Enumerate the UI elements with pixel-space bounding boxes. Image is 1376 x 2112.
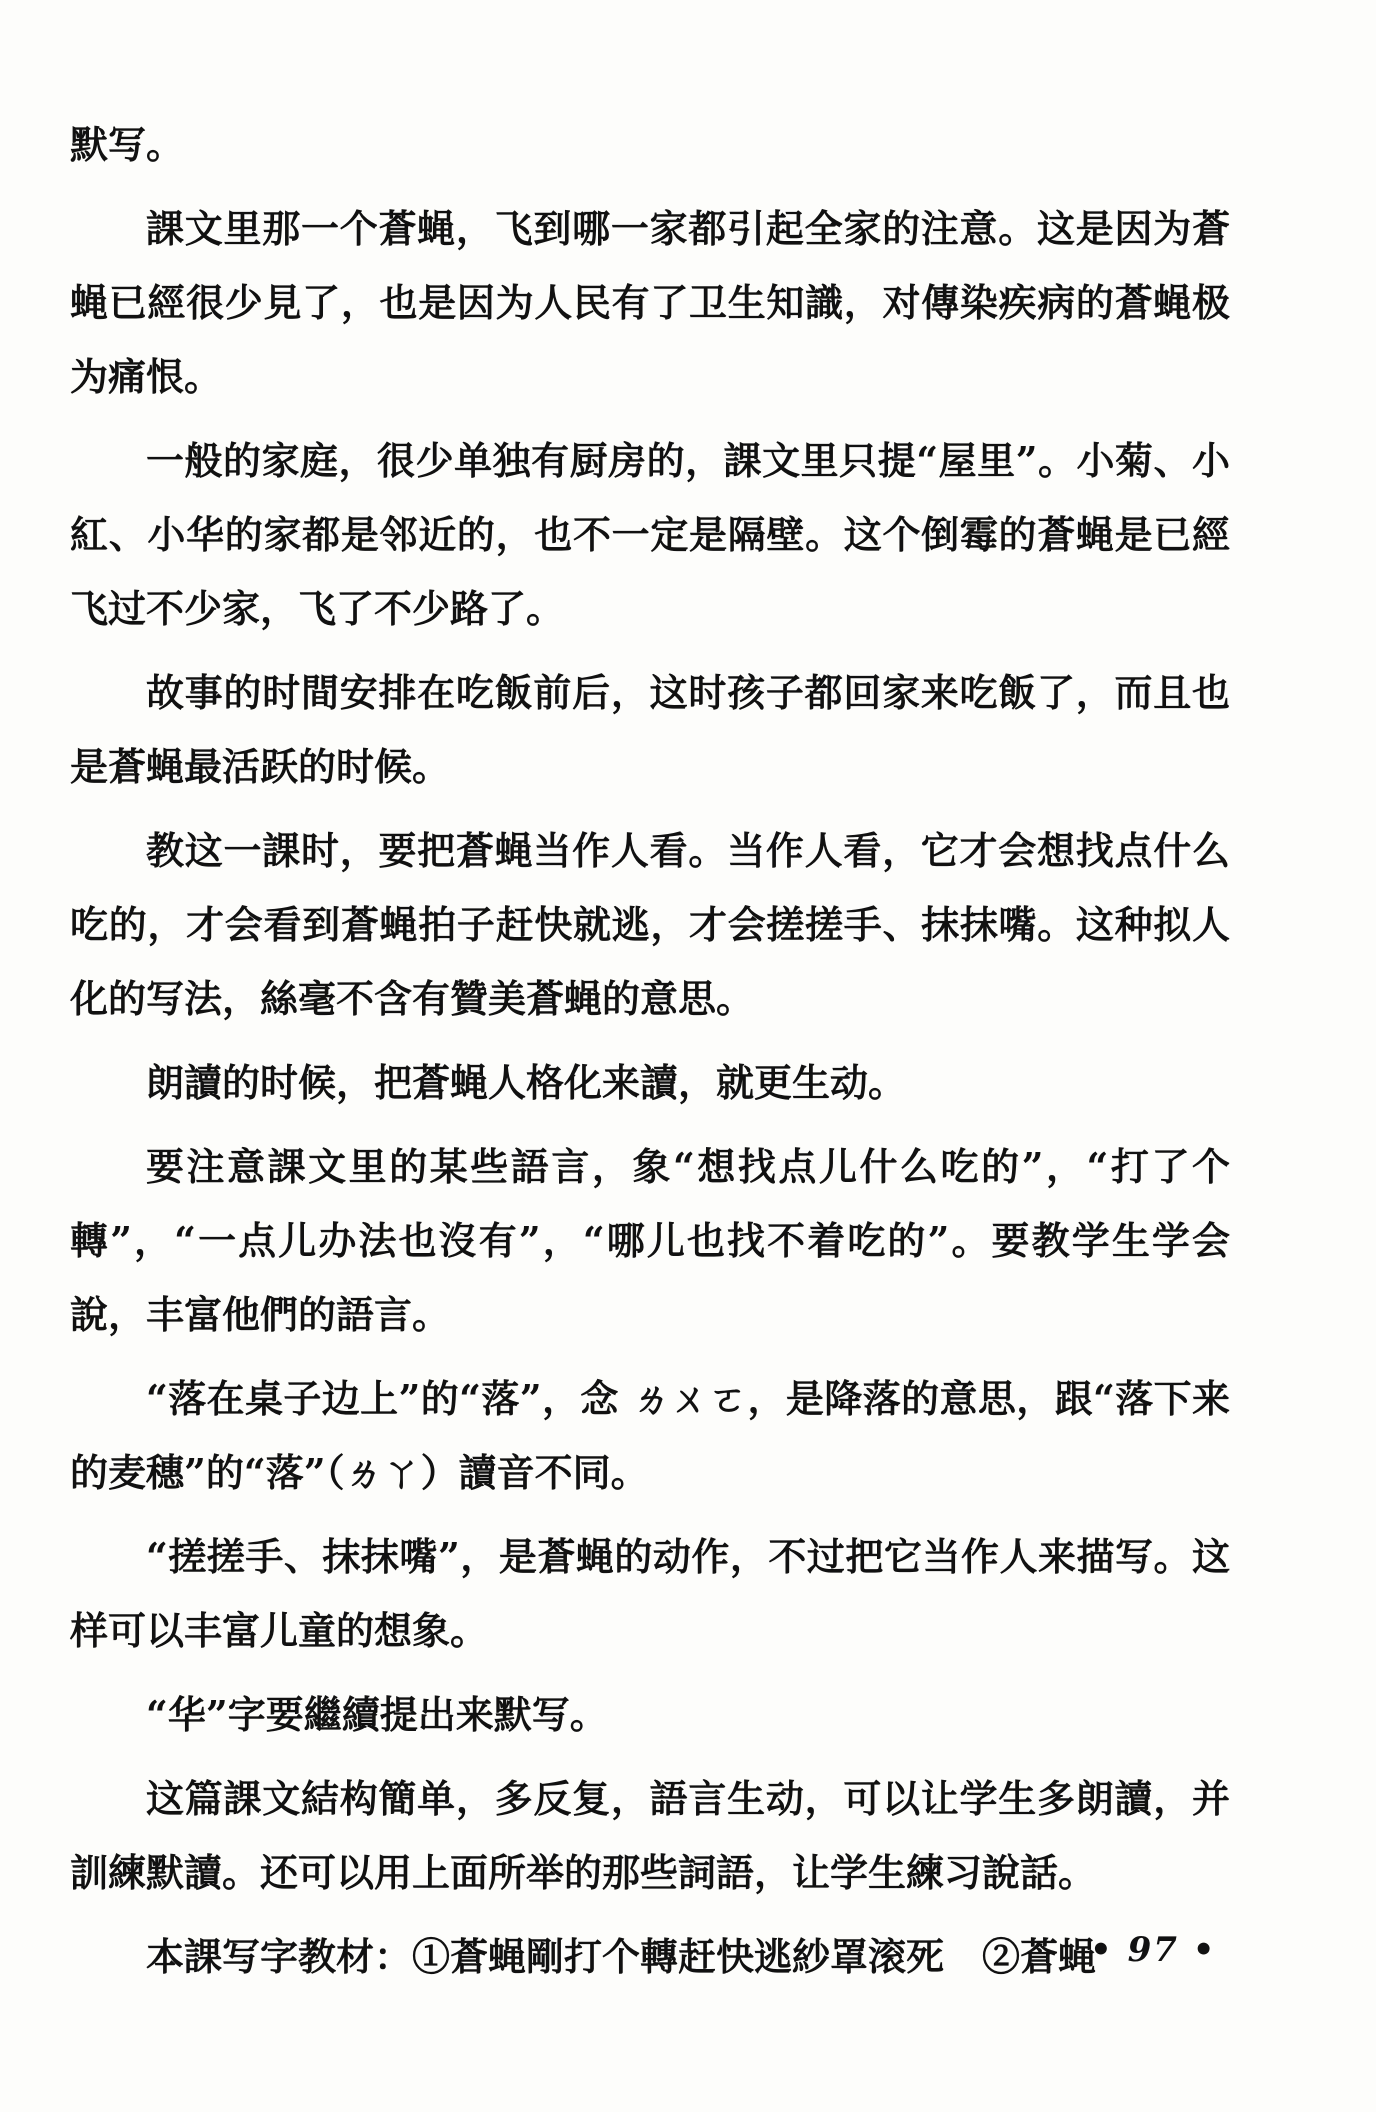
paragraph: 故事的时間安排在吃飯前后，这时孩子都回家来吃飯了，而且也是蒼蝇最活跃的时候。 xyxy=(70,670,1230,789)
paragraph-continuation: 默写。 xyxy=(70,122,185,167)
page-number: • 97 • xyxy=(1090,1930,1217,1970)
paragraph: 課文里那一个蒼蝇，飞到哪一家都引起全家的注意。这是因为蒼蝇已經很少見了，也是因为人民有了卫生知識，对傳染疾病的蒼蝇极为痛恨。 xyxy=(70,206,1230,399)
paragraph: 这篇課文結构簡单，多反复，語言生动，可以让学生多朗讀，并訓練默讀。还可以用上面所举的那些詞語，让学生練习說話。 xyxy=(70,1776,1230,1895)
paragraph: 教这一課时，要把蒼蝇当作人看。当作人看，它才会想找点什么吃的，才会看到蒼蝇拍子赶快就逃，才会搓搓手、抹抹嘴。这种拟人化的写法，絲毫不含有贊美蒼蝇的意思。 xyxy=(70,828,1230,1021)
paragraph: 朗讀的时候，把蒼蝇人格化来讀，就更生动。 xyxy=(146,1060,907,1105)
paragraph: 要注意課文里的某些語言，象“想找点儿什么吃的”，“打了个轉”，“一点儿办法也沒有”，“哪儿也找不着吃的”。要教学生学会說，丰富他們的語言。 xyxy=(70,1144,1230,1337)
paragraph: “搓搓手、抹抹嘴”，是蒼蝇的动作，不过把它当作人来描写。这样可以丰富儿童的想象。 xyxy=(70,1534,1230,1653)
paragraph: 本課写字教材：①蒼蝇剛打个轉赶快逃紗罩滚死 ②蒼蝇 xyxy=(146,1934,1097,1979)
paragraph: “落在桌子边上”的“落”，念 ㄌㄨㄛ，是降落的意思，跟“落下来的麦穗”的“落”（ㄌㄚ）讀音不同。 xyxy=(70,1376,1230,1495)
body-text xyxy=(70,108,1230,2004)
paragraph: “华”字要繼續提出来默写。 xyxy=(146,1692,608,1737)
paragraph: 一般的家庭，很少单独有厨房的，課文里只提“屋里”。小菊、小紅、小华的家都是邻近的，也不一定是隔壁。这个倒霉的蒼蝇是已經飞过不少家，飞了不少路了。 xyxy=(70,438,1230,631)
